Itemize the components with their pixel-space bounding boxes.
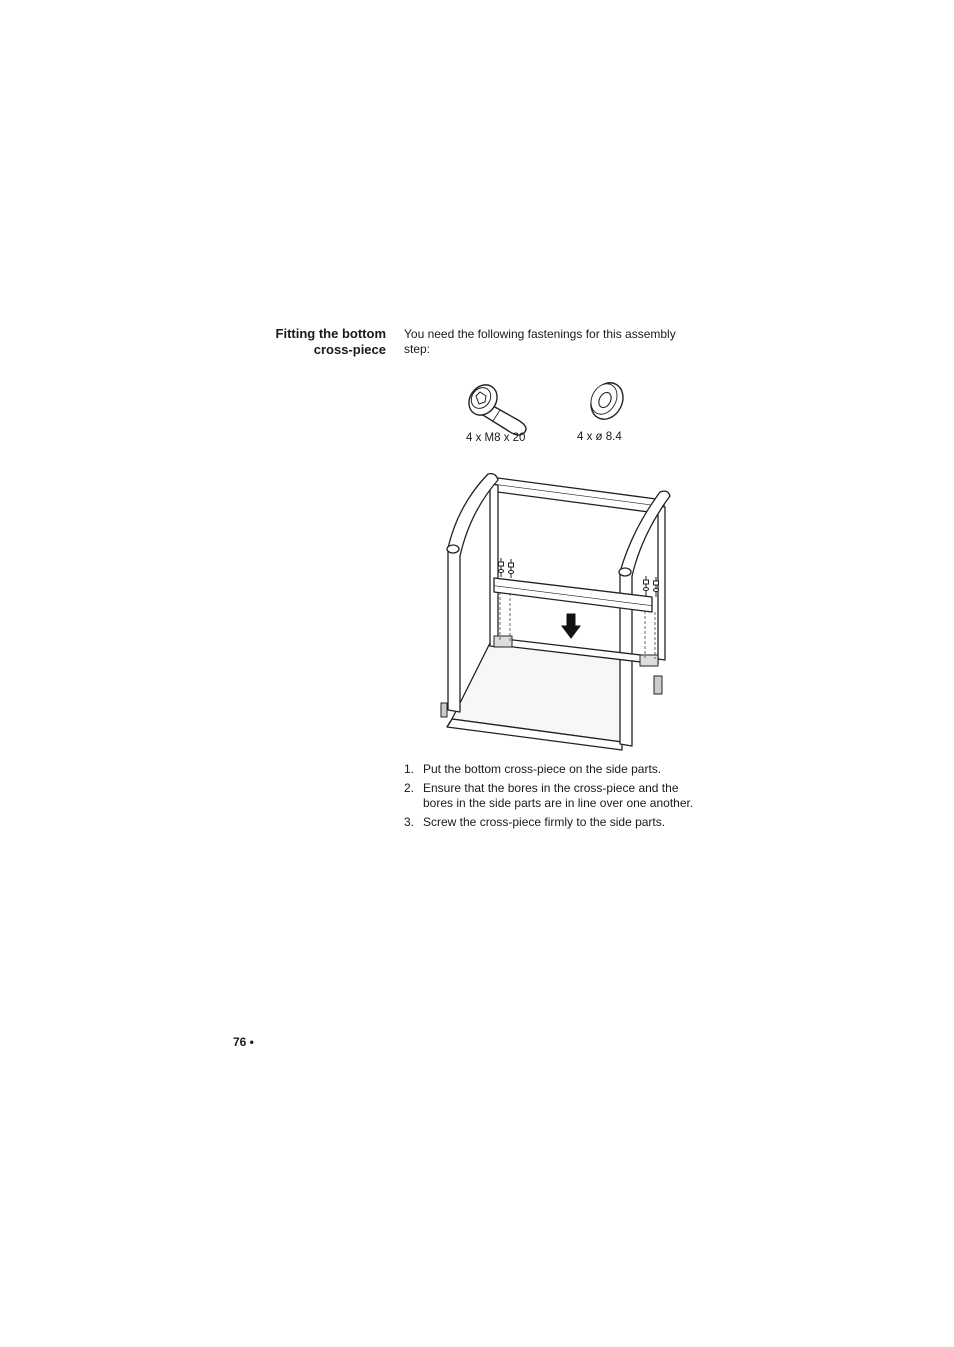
washer-icon [585,377,629,425]
screw-quantity-label: 4 x M8 x 20 [466,432,526,444]
arrow-down-icon [562,614,580,638]
page-number: 76 • [233,1035,254,1049]
step-item [404,781,704,811]
step-number: 2. [404,781,415,795]
step-text: Ensure that the bores in the cross-piece and the bores in the side parts are in line over one another. [423,781,694,810]
screw-icon [463,379,526,434]
step-text: Put the bottom cross-piece on the side parts. [423,762,662,776]
section-heading-line-2: cross-piece [313,342,386,357]
assembly-steps [404,762,704,834]
screw-marker [644,576,649,596]
intro-text: You need the following fastenings for this assembly step: [404,327,676,356]
step-number: 1. [404,762,415,776]
back-post-right [658,506,665,660]
washer-quantity-label: 4 x ø 8.4 [577,431,622,443]
step-item [404,815,704,830]
section-heading [220,326,386,358]
step-text: Screw the cross-piece firmly to the side parts. [423,815,666,829]
assembly-frame-illustration [436,466,676,758]
screw-marker [509,559,514,578]
back-post-left [490,484,498,647]
step-item [404,762,704,777]
step-number: 3. [404,815,415,829]
section-heading-line-1: Fitting the bottom [275,326,386,341]
screw-marker [499,558,504,577]
